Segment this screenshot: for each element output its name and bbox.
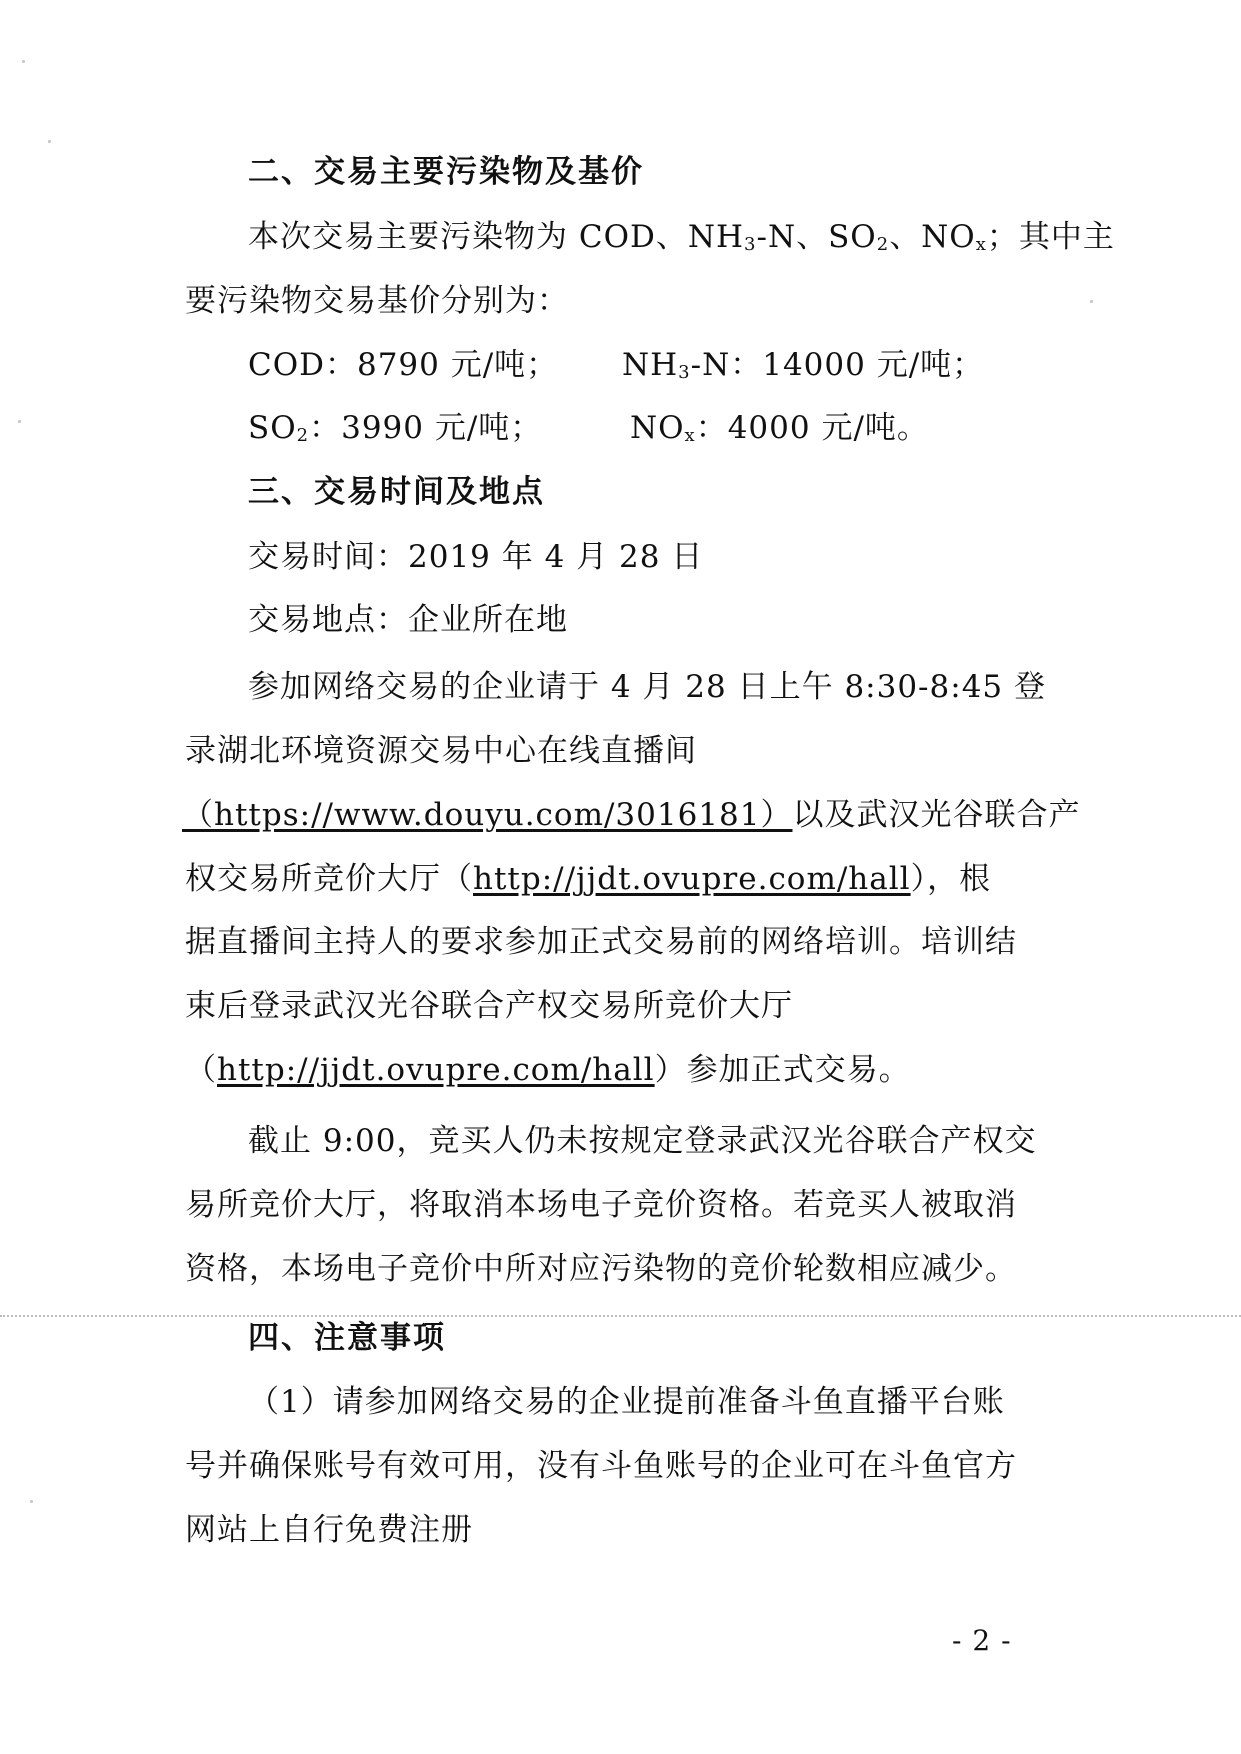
para2-line1: 截止 9:00，竞买人仍未按规定登录武汉光谷联合产权交: [248, 1123, 1037, 1159]
douyu-link[interactable]: （https://www.douyu.com/3016181）: [182, 797, 793, 833]
scan-speck: [18, 420, 21, 423]
para1-line1: 参加网络交易的企业请于 4 月 28 日上午 8:30-8:45 登: [248, 669, 1046, 705]
scan-speck: [48, 140, 51, 143]
page-number: - 2 -: [952, 1624, 1012, 1657]
section2-intro-line2: 要污染物交易基价分别为：: [185, 283, 569, 319]
price-nox: $NO_x$：4000 元/吨。: [630, 410, 929, 446]
section2-intro-line1: 本次交易主要污染物为 COD、$NH_3-N$、$SO_2$、$NO_x$；其中主: [248, 219, 1115, 255]
scan-speck: [1090, 300, 1093, 303]
para2-line3: 资格，本场电子竞价中所对应污染物的竞价轮数相应减少。: [185, 1251, 1017, 1287]
price-so2: $SO_2$：3990 元/吨；: [248, 410, 543, 446]
note1-line3: 网站上自行免费注册: [185, 1512, 473, 1548]
note1-line1: （1）请参加网络交易的企业提前准备斗鱼直播平台账: [248, 1384, 1005, 1420]
hall-link-2[interactable]: http://jjdt.ovupre.com/hall: [217, 1052, 655, 1088]
note1-line2: 号并确保账号有效可用，没有斗鱼账号的企业可在斗鱼官方: [185, 1448, 1017, 1484]
price-nh3n: $NH_3-N$：14000 元/吨；: [622, 347, 985, 383]
para1-line7: （http://jjdt.ovupre.com/hall）参加正式交易。: [185, 1052, 911, 1088]
para1-line5: 据直播间主持人的要求参加正式交易前的网络培训。培训结: [185, 924, 1017, 960]
trade-time: 交易时间：2019 年 4 月 28 日: [248, 539, 704, 575]
section3-heading: 三、交易时间及地点: [248, 474, 545, 510]
para1-line2: 录湖北环境资源交易中心在线直播间: [185, 733, 697, 769]
section2-heading: 二、交易主要污染物及基价: [248, 154, 644, 190]
price-cod: COD：8790 元/吨；: [248, 347, 559, 383]
para1-line4: 权交易所竞价大厅（http://jjdt.ovupre.com/hall），根: [185, 861, 992, 897]
para2-line2: 易所竞价大厅，将取消本场电子竞价资格。若竞买人被取消: [185, 1187, 1017, 1223]
section4-heading: 四、注意事项: [248, 1320, 446, 1356]
para1-line3: （https://www.douyu.com/3016181）以及武汉光谷联合产: [182, 797, 1081, 833]
para1-line6: 束后登录武汉光谷联合产权交易所竞价大厅: [185, 988, 793, 1024]
hall-link[interactable]: http://jjdt.ovupre.com/hall: [473, 861, 911, 897]
scan-speck: [22, 60, 25, 63]
trade-place: 交易地点：企业所在地: [248, 602, 568, 638]
scan-speck: [30, 1500, 33, 1503]
scan-artifact-line: [0, 1315, 1241, 1317]
